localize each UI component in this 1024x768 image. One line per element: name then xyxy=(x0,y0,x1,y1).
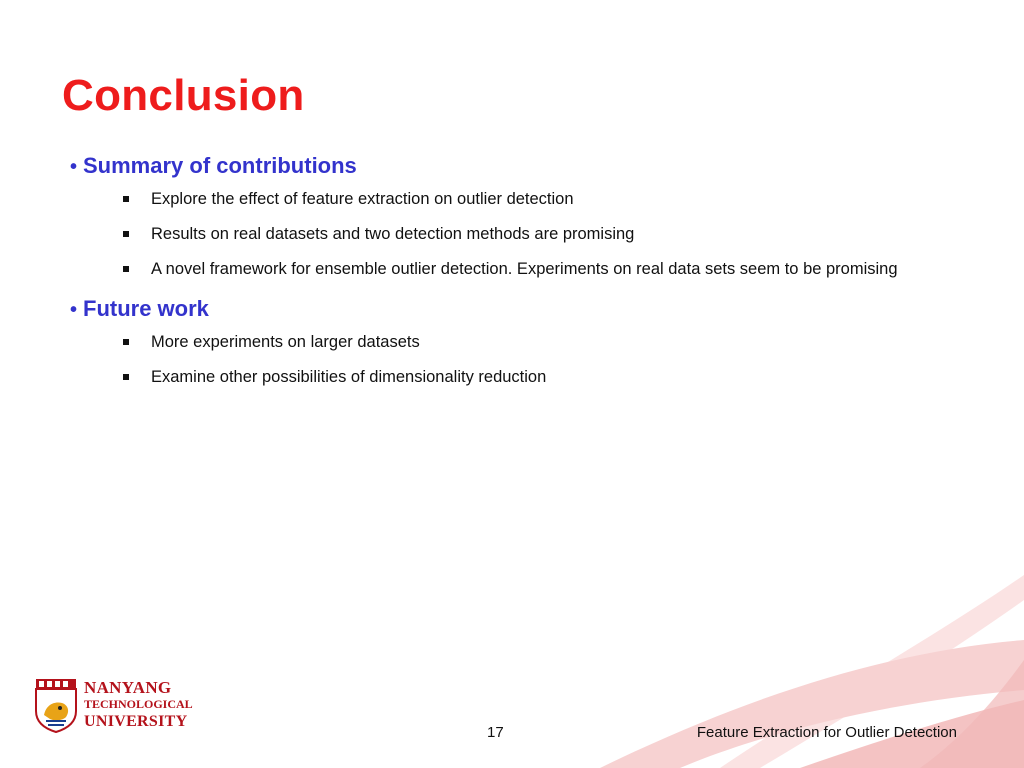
logo-line-3: UNIVERSITY xyxy=(84,713,188,730)
list-item-text: Explore the effect of feature extraction on outlier detection xyxy=(151,190,574,208)
square-bullet-icon xyxy=(123,339,129,345)
list-item-text: Results on real datasets and two detection methods are promising xyxy=(151,225,635,243)
logo-line-1: NANYANG xyxy=(84,678,172,697)
section-heading-text: Summary of contributions xyxy=(83,153,357,178)
bullet-dot-icon: • xyxy=(70,299,78,321)
slide-title: Conclusion xyxy=(62,71,305,120)
slide-content xyxy=(70,150,950,400)
list-item xyxy=(70,257,950,281)
square-bullet-icon xyxy=(123,231,129,237)
university-logo xyxy=(34,677,194,733)
list-item-text: Examine other possibilities of dimensionality reduction xyxy=(151,368,547,386)
footer-title: Feature Extraction for Outlier Detection xyxy=(696,724,957,741)
list-item xyxy=(70,330,950,354)
section-summary xyxy=(70,150,950,281)
section-heading xyxy=(70,150,950,183)
logo-line-2: TECHNOLOGICAL xyxy=(84,697,193,711)
square-bullet-icon xyxy=(123,266,129,272)
crest-icon xyxy=(34,677,78,733)
bullet-list xyxy=(70,330,950,389)
section-heading xyxy=(70,293,950,326)
square-bullet-icon xyxy=(123,374,129,380)
bullet-dot-icon: • xyxy=(70,156,78,178)
list-item-text: More experiments on larger datasets xyxy=(151,333,420,351)
list-item xyxy=(70,222,950,246)
list-item xyxy=(70,365,950,389)
logo-wordmark xyxy=(84,679,193,730)
square-bullet-icon xyxy=(123,196,129,202)
bullet-list xyxy=(70,187,950,281)
list-item-text: A novel framework for ensemble outlier detection. Experiments on real data sets seem to be promising xyxy=(151,260,898,278)
page-number: 17 xyxy=(487,724,504,741)
section-future-work xyxy=(70,293,950,389)
section-heading-text: Future work xyxy=(83,296,209,321)
list-item xyxy=(70,187,950,211)
